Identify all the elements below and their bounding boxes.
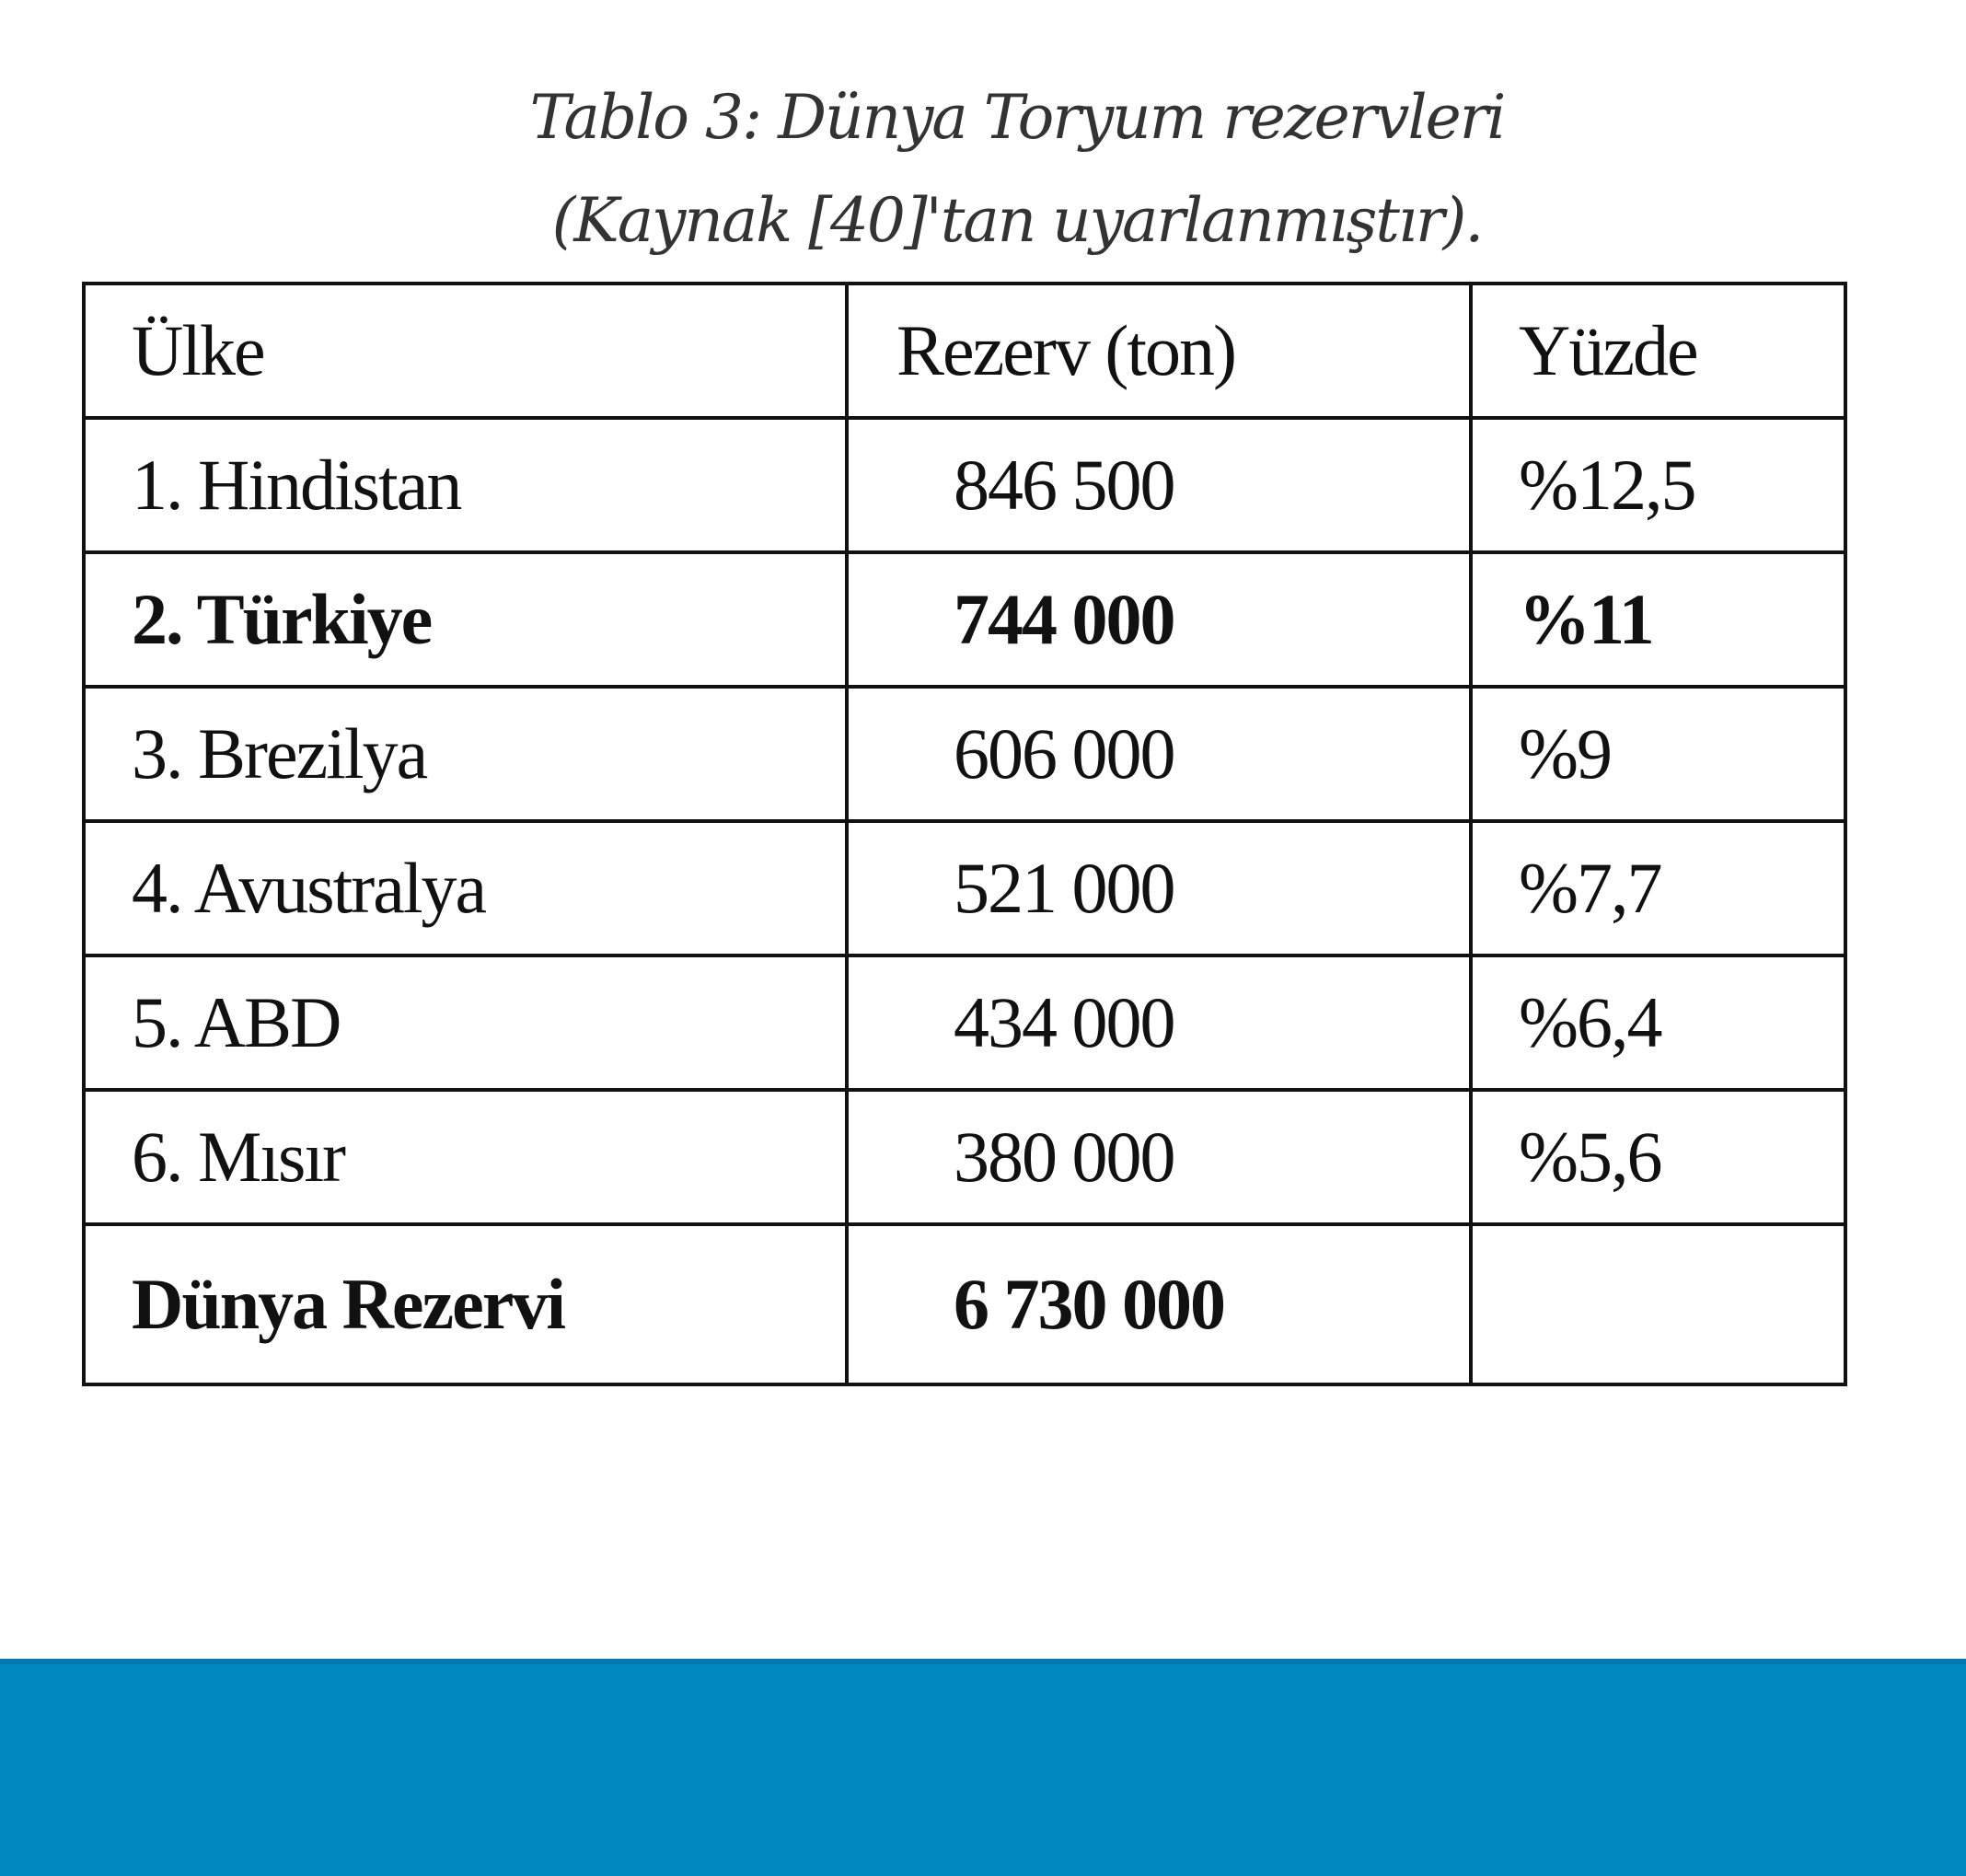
percent-cell: %5,6 [1471, 1090, 1845, 1224]
country-cell: 5. ABD [84, 955, 847, 1090]
column-header-percent: Yüzde [1471, 284, 1845, 418]
column-header-country: Ülke [84, 284, 847, 418]
table-header-row [84, 284, 1845, 418]
percent-cell: %12,5 [1471, 418, 1845, 552]
table-row [84, 687, 1845, 821]
table-row-highlighted [84, 552, 1845, 687]
table-total-row [84, 1224, 1845, 1384]
total-label-cell: Dünya Rezervi [84, 1224, 847, 1384]
caption-title: Tablo 3: Dünya Toryum rezervleri [529, 82, 1505, 153]
reserve-cell: 606 000 [847, 687, 1471, 821]
table-row [84, 1090, 1845, 1224]
column-header-reserve: Rezerv (ton) [847, 284, 1471, 418]
reserve-cell: 744 000 [847, 552, 1471, 687]
reserve-cell: 521 000 [847, 821, 1471, 955]
percent-cell: %7,7 [1471, 821, 1845, 955]
country-cell: 6. Mısır [84, 1090, 847, 1224]
percent-cell: %11 [1471, 552, 1845, 687]
table-caption [0, 66, 1966, 272]
percent-cell: %6,4 [1471, 955, 1845, 1090]
percent-cell: %9 [1471, 687, 1845, 821]
reserve-cell: 380 000 [847, 1090, 1471, 1224]
reserve-cell: 846 500 [847, 418, 1471, 552]
country-cell: 1. Hindistan [84, 418, 847, 552]
country-cell: 2. Türkiye [84, 552, 847, 687]
country-cell: 3. Brezilya [84, 687, 847, 821]
country-cell: 4. Avustralya [84, 821, 847, 955]
total-reserve-cell: 6 730 000 [847, 1224, 1471, 1384]
table-row [84, 955, 1845, 1090]
table-row [84, 821, 1845, 955]
reserve-cell: 434 000 [847, 955, 1471, 1090]
table-row [84, 418, 1845, 552]
footer-bar [0, 1659, 1966, 1876]
caption-source: (Kaynak [40]'tan uyarlanmıştır). [551, 185, 1483, 256]
total-percent-cell [1471, 1224, 1845, 1384]
thorium-reserves-table [82, 282, 1847, 1386]
